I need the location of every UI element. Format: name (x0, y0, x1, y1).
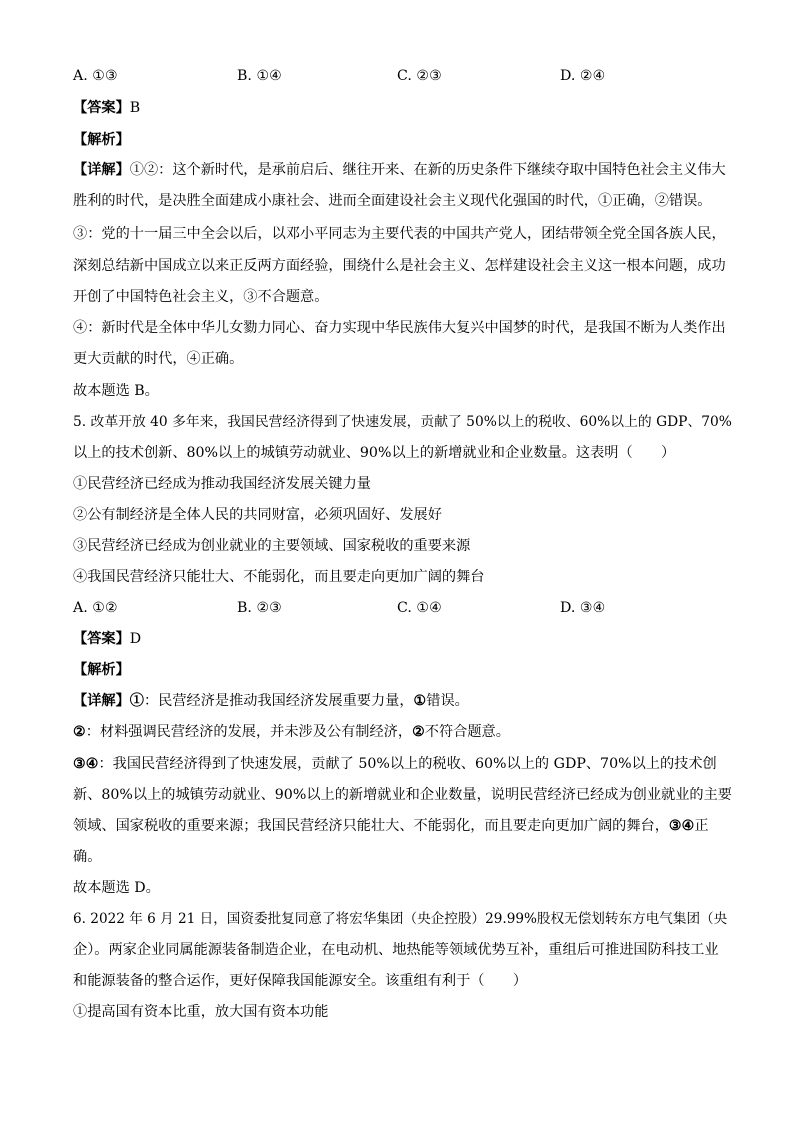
detail-text: 不符合题意。 (424, 724, 510, 740)
q5-item-1: ①民营经济已经成为推动我国经济发展关键力量 (73, 476, 371, 492)
q5-item-4: ④我国民营经济只能壮大、不能弱化，而且要走向更加广阔的舞台 (73, 569, 485, 585)
detail-tag: 【详解】 (73, 162, 130, 178)
q5-detail-line-3 (73, 754, 717, 774)
q5-item-2: ②公有制经济是全体人民的共同财富，必须巩固好、发展好 (73, 507, 442, 523)
q5-stem-line-1: 5. 改革开放 40 多年来，我国民营经济得到了快速发展，贡献了 50%以上的税收、60%以上的 GDP、70% (73, 414, 732, 430)
detail-mark: ② (73, 724, 86, 740)
q5-option-d: D. ③④ (560, 600, 606, 616)
q4-analysis-tag (73, 130, 130, 150)
detail-text: ：材料强调民营经济的发展，并未涉及公有制经济， (85, 724, 413, 740)
q5-detail-line-5 (73, 816, 709, 836)
q5-detail-line-4: 新、80%以上的城镇劳动就业、90%以上的新增就业和企业数量，说明民营经济已经成为创业就业的主要 (73, 787, 732, 803)
analysis-tag: 【解析】 (73, 662, 130, 678)
detail-text: 领域、国家税收的重要来源；我国民营经济只能壮大、不能弱化，而且要走向更加广阔的舞台， (73, 818, 669, 834)
q5-answer (73, 629, 141, 649)
detail-text: 正 (694, 818, 709, 834)
q4-option-d: D. ②④ (560, 68, 606, 84)
q4-detail-line-1 (73, 160, 726, 180)
detail-tag: 【详解】 (73, 693, 130, 709)
detail-text: ：民营经济是推动我国经济发展重要力量， (143, 693, 414, 709)
q5-analysis-tag (73, 660, 130, 680)
q4-detail-line-4: 深刻总结新中国成立以来正反两方面经验，围绕什么是社会主义、怎样建设社会主义这一根本问题，成功 (73, 258, 726, 274)
detail-mark: ② (412, 724, 425, 740)
answer-value: B (129, 100, 141, 116)
q4-detail-line-3: ③：党的十一届三中全会以后，以邓小平同志为主要代表的中国共产党人，团结带领全党全国各族人民， (73, 226, 726, 242)
q5-conclusion: 故本题选 D。 (73, 880, 160, 896)
q4-detail-line-6: ④：新时代是全体中华儿女勠力同心、奋力实现中华民族伟大复兴中国梦的时代，是我国不断为人类作出 (73, 320, 726, 336)
answer-value: D (129, 631, 142, 647)
detail-mark: ① (413, 693, 427, 709)
q4-detail-line-5: 开创了中国特色社会主义，③不合题意。 (73, 289, 329, 305)
q5-detail-line-6: 确。 (73, 849, 102, 865)
q4-option-c: C. ②③ (397, 68, 442, 84)
detail-text: 错误。 (426, 693, 469, 709)
detail-text: ：我国民营经济得到了快速发展，贡献了 50%以上的税收、60%以上的 GDP、70%以上的技术创 (98, 756, 717, 772)
q5-stem-line-2: 以上的技术创新、80%以上的城镇劳动就业、90%以上的新增就业和企业数量。这表明（ ） (73, 445, 676, 461)
detail-mark: ③④ (668, 818, 695, 834)
q5-option-c: C. ①④ (397, 600, 442, 616)
q6-stem-line-2: 企）。两家企业同属能源装备制造企业，在电动机、地热能等领域优势互补，重组后可推进国防科技工业 (73, 942, 719, 958)
detail-text: ①②：这个新时代，是承前启后、继往开来、在新的历史条件下继续夺取中国特色社会主义伟大 (129, 162, 726, 178)
q4-detail-line-2: 胜利的时代，是决胜全面建成小康社会、进而全面建设社会主义现代化强国的时代，①正确，②错误。 (73, 193, 712, 209)
q4-option-b: B. ①④ (237, 68, 282, 84)
q4-conclusion: 故本题选 B。 (73, 383, 159, 399)
q5-detail-line-1 (73, 691, 469, 711)
q5-item-3: ③民营经济已经成为创业就业的主要领域、国家税收的重要来源 (73, 538, 471, 554)
analysis-tag: 【解析】 (73, 132, 130, 148)
q5-detail-line-2 (73, 722, 510, 742)
q4-option-a: A. ①③ (73, 68, 118, 84)
q5-options (73, 598, 733, 618)
answer-tag: 【答案】 (73, 631, 130, 647)
q6-item-1: ①提高国有资本比重，放大国有资本功能 (73, 1004, 329, 1020)
q4-options (73, 66, 733, 86)
q5-option-a: A. ①② (73, 600, 118, 616)
detail-mark: ① (129, 693, 144, 709)
q6-stem-line-1: 6. 2022 年 6 月 21 日，国资委批复同意了将宏华集团（央企控股）29.99%股权无偿划转东方电气集团（央 (73, 911, 728, 927)
q6-stem-line-3: 和能源装备的整合运作，更好保障我国能源安全。该重组有利于（ ） (73, 973, 528, 989)
q5-option-b: B. ②③ (237, 600, 282, 616)
q4-answer (73, 98, 140, 118)
detail-mark: ③④ (73, 756, 99, 772)
answer-tag: 【答案】 (73, 100, 130, 116)
q4-detail-line-7: 更大贡献的时代，④正确。 (73, 351, 244, 367)
